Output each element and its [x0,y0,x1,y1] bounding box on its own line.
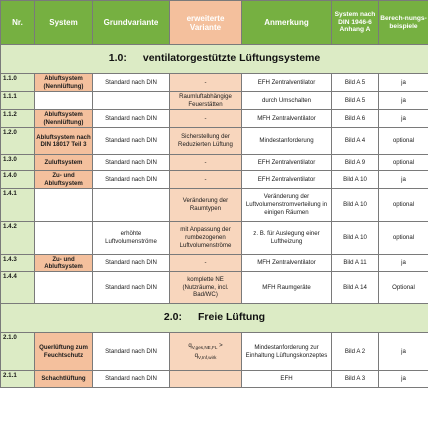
row-number: 2.1.1 [1,371,35,388]
row-number: 1.4.2 [1,222,35,255]
row-anmerkung: z. B. für Auslegung einer Luftheizung [242,222,332,255]
infiltration-subscript: V,Inf,wirk [197,354,217,360]
table-row [1,92,428,110]
row-anmerkung: EFH Zentralventilator [242,74,332,92]
section-2-rows [1,333,428,388]
row-anmerkung: Mindestanforderung zur Einhaltung Lüftungskonzeptes [242,333,332,371]
row-grundvariante: Standard nach DIN [93,255,170,272]
row-system: Abluftsystem nach DIN 18017 Teil 3 [35,128,93,155]
row-berechnung: ja [379,371,428,388]
row-din-bild: Bild A 10 [332,171,379,189]
row-anmerkung: Mindestanforderung [242,128,332,155]
header-row [1,1,428,45]
row-din-bild: Bild A 9 [332,155,379,171]
table-row [1,110,428,128]
section-heading-2 [1,304,428,333]
table-row [1,189,428,222]
section-1-rows [1,74,428,304]
row-berechnung: ja [379,255,428,272]
row-erweiterte-variante: - [170,74,242,92]
header-grundvariante: Grundvariante [93,1,170,45]
row-number: 1.1.0 [1,74,35,92]
row-erweiterte-variante: mit Anpassung der rumbezogenen Luftvolumenströme [170,222,242,255]
row-erweiterte-variante: Sicherstellung der Reduzierten Lüftung [170,128,242,155]
section-title-2: Freie Lüftung [198,311,266,324]
row-erweiterte-variante: - [170,155,242,171]
row-grundvariante: Standard nach DIN [93,333,170,371]
row-anmerkung: MFH Zentralventilator [242,110,332,128]
section-row-2 [1,304,428,333]
row-berechnung: optional [379,128,428,155]
table-row [1,371,428,388]
row-grundvariante: Standard nach DIN [93,171,170,189]
header-erweiterte-variante: erweiterte Variante [170,1,242,45]
row-grundvariante: Standard nach DIN [93,155,170,171]
row-number: 1.1.1 [1,92,35,110]
row-grundvariante: Standard nach DIN [93,371,170,388]
greater-than-sign: > [219,342,223,350]
row-grundvariante: erhöhte Luftvolumenströme [93,222,170,255]
row-number: 1.4.1 [1,189,35,222]
flow-rate-symbol: q [188,342,192,350]
row-erweiterte-variante: - [170,171,242,189]
row-erweiterte-variante: komplette NE (Nutzräume, incl. Bad/WC) [170,272,242,304]
row-grundvariante [93,92,170,110]
row-number: 1.4.4 [1,272,35,304]
row-din-bild: Bild A 5 [332,92,379,110]
row-din-bild: Bild A 3 [332,371,379,388]
table-row [1,272,428,304]
row-system: Abluftsystem (Nennlüftung) [35,110,93,128]
row-system [35,92,93,110]
row-anmerkung: MFH Zentralventilator [242,255,332,272]
row-system: Zuluftsystem [35,155,93,171]
row-anmerkung: durch Umschalten [242,92,332,110]
table-row [1,128,428,155]
row-berechnung: optional [379,222,428,255]
table-row [1,171,428,189]
header-anmerkung: Anmerkung [242,1,332,45]
row-anmerkung: MFH Raumgeräte [242,272,332,304]
row-berechnung: ja [379,110,428,128]
row-number: 1.4.0 [1,171,35,189]
section-title-1: ventilatorgestützte Lüftungsysteme [142,52,321,65]
row-berechnung: ja [379,333,428,371]
row-number: 1.1.2 [1,110,35,128]
row-grundvariante: Standard nach DIN [93,272,170,304]
row-erweiterte-variante: Raumluftabhängige Feuerstätten [170,92,242,110]
row-number: 1.2.0 [1,128,35,155]
row-anmerkung: EFH [242,371,332,388]
row-number: 1.4.3 [1,255,35,272]
section-heading-1 [1,45,428,74]
row-din-bild: Bild A 6 [332,110,379,128]
row-berechnung: ja [379,74,428,92]
row-berechnung: Optional [379,272,428,304]
row-din-bild: Bild A 10 [332,189,379,222]
section-number-1: 1.0: [108,52,127,65]
header-din-system: System nach DIN 1946-6 Anhang A [332,1,379,45]
row-erweiterte-variante [170,371,242,388]
row-system: Zu- und Abluftsystem [35,171,93,189]
row-berechnung: optional [379,155,428,171]
table-row [1,333,428,371]
row-din-bild: Bild A 5 [332,74,379,92]
row-number: 2.1.0 [1,333,35,371]
section-row-1 [1,45,428,74]
row-anmerkung: EFH Zentralventilator [242,155,332,171]
row-din-bild: Bild A 4 [332,128,379,155]
table-row [1,222,428,255]
flow-rate-subscript: V,ges,NE,FL [191,345,218,351]
row-grundvariante: Standard nach DIN [93,110,170,128]
row-berechnung: ja [379,92,428,110]
row-system: Querlüftung zum Feuchtschutz [35,333,93,371]
row-system: Abluftsystem (Nennlüftung) [35,74,93,92]
header-system: System [35,1,93,45]
row-grundvariante: Standard nach DIN [93,74,170,92]
header-nr: Nr. [1,1,35,45]
row-berechnung: optional [379,189,428,222]
section-number-2: 2.0: [163,311,182,324]
row-grundvariante: Standard nach DIN [93,128,170,155]
row-system: Zu- und Abluftsystem [35,255,93,272]
header-berechnungsbeispiele: Berech-nungs-beispiele [379,1,428,45]
table-row [1,155,428,171]
table-row [1,74,428,92]
row-din-bild: Bild A 14 [332,272,379,304]
row-din-bild: Bild A 10 [332,222,379,255]
table-row [1,255,428,272]
row-erweiterte-variante: Veränderung der Raumtypen [170,189,242,222]
row-anmerkung: EFH Zentralventilator [242,171,332,189]
infiltration-symbol: q [194,351,198,359]
row-system: Schachtlüftung [35,371,93,388]
row-erweiterte-variante: - [170,110,242,128]
row-system [35,222,93,255]
row-din-bild: Bild A 2 [332,333,379,371]
row-din-bild: Bild A 11 [332,255,379,272]
row-anmerkung: Veränderung der Luftvolumenstromverteilung in einigen Räumen [242,189,332,222]
row-erweiterte-variante: - [170,255,242,272]
row-system [35,272,93,304]
row-grundvariante [93,189,170,222]
row-system [35,189,93,222]
row-erweiterte-variante [170,333,242,371]
row-berechnung: ja [379,171,428,189]
row-number: 1.3.0 [1,155,35,171]
